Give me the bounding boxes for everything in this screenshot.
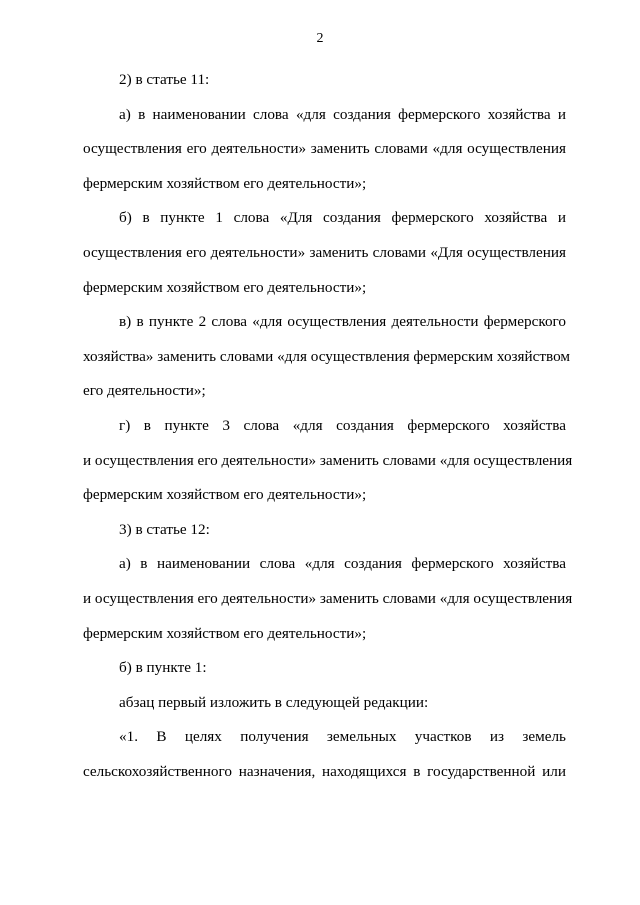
document-body: [83, 63, 573, 789]
text-line: б) в пункте 1:: [119, 659, 207, 677]
text-line: фермерским хозяйством его деятельности»;: [83, 624, 367, 642]
text-line: «1. В целях получения земельных участков из земель: [119, 728, 566, 746]
text-line: осуществления его деятельности» заменить словами «для осуществления: [83, 140, 566, 158]
text-line: б) в пункте 1 слова «Для создания фермерского хозяйства и: [119, 209, 566, 227]
text-line: и осуществления его деятельности» заменить словами «для осуществления: [83, 451, 573, 469]
page-number: 2: [316, 31, 324, 46]
text-line: его деятельности»;: [83, 382, 206, 400]
text-line: г) в пункте 3 слова «для создания фермерского хозяйства: [119, 416, 566, 434]
text-line: сельскохозяйственного назначения, находящихся в государственной или: [83, 762, 566, 780]
text-line: абзац первый изложить в следующей редакции:: [119, 693, 429, 711]
text-line: в) в пункте 2 слова «для осуществления деятельности фермерского: [119, 313, 566, 331]
text-line: фермерским хозяйством его деятельности»;: [83, 174, 367, 192]
text-line: и осуществления его деятельности» заменить словами «для осуществления: [83, 589, 573, 607]
text-line: хозяйства» заменить словами «для осуществления фермерским хозяйством: [83, 347, 571, 365]
text-line: фермерским хозяйством его деятельности»;: [83, 486, 367, 504]
text-line: фермерским хозяйством его деятельности»;: [83, 278, 367, 296]
text-line: 2) в статье 11:: [119, 71, 210, 88]
text-line: 3) в статье 12:: [119, 520, 210, 538]
text-line: а) в наименовании слова «для создания фермерского хозяйства и: [119, 105, 566, 123]
text-line: осуществления его деятельности» заменить словами «Для осуществления: [83, 243, 566, 261]
text-line: а) в наименовании слова «для создания фермерского хозяйства: [119, 555, 566, 573]
